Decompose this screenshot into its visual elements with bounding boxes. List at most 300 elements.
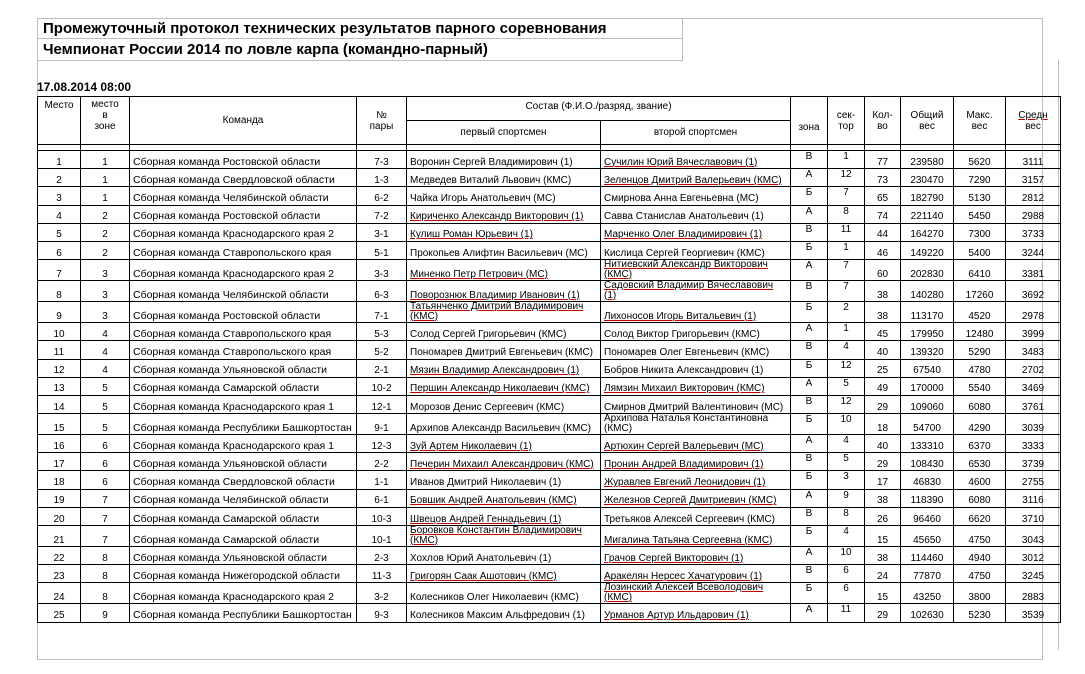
cell-avg-weight: 3111 [1006,151,1061,169]
cell-avg-weight: 3116 [1006,489,1061,507]
cell-total-weight: 67540 [901,359,954,377]
cell-second-athlete: Нитиевский Александр Викторович (КМС) [601,260,791,281]
cell-zone-place: 9 [81,604,130,622]
cell-avg-weight: 3381 [1006,260,1061,281]
cell-sector: 9 [828,489,865,507]
cell-avg-weight: 3469 [1006,377,1061,395]
cell-avg-weight: 3761 [1006,395,1061,413]
cell-team: Сборная команда Челябинской области [130,489,357,507]
cell-team: Сборная команда Нижегородской области [130,565,357,583]
cell-pair-no: 7-2 [357,205,407,223]
cell-sector: 8 [828,205,865,223]
cell-sector: 4 [828,435,865,453]
cell-count: 29 [865,604,901,622]
cell-total-weight: 108430 [901,453,954,471]
title-box [37,18,683,62]
cell-zone: В [791,565,828,583]
cell-first-athlete: Миненко Петр Петрович (МС) [407,260,601,281]
cell-count: 29 [865,453,901,471]
cell-pair-no: 6-3 [357,281,407,302]
cell-second-athlete: Журавлев Евгений Леонидович (1) [601,471,791,489]
cell-pair-no: 10-2 [357,377,407,395]
cell-zone-place: 1 [81,187,130,205]
cell-total-weight: 54700 [901,414,954,435]
cell-sector: 6 [828,583,865,604]
cell-total-weight: 109060 [901,395,954,413]
cell-sector: 11 [828,223,865,241]
cell-pair-no: 10-1 [357,526,407,547]
cell-zone-place: 8 [81,547,130,565]
cell-sector: 7 [828,187,865,205]
table-row [38,435,1061,453]
header-second-athlete: второй спортсмен [601,121,791,145]
cell-zone: А [791,323,828,341]
cell-avg-weight: 2812 [1006,187,1061,205]
cell-avg-weight: 2978 [1006,302,1061,323]
cell-first-athlete: Татьянченко Дмитрий Владимирович (КМС) [407,302,601,323]
cell-pair-no: 2-1 [357,359,407,377]
cell-count: 25 [865,359,901,377]
table-row [38,341,1061,359]
cell-max-weight: 3800 [954,583,1006,604]
cell-count: 26 [865,507,901,525]
cell-pair-no: 11-3 [357,565,407,583]
cell-max-weight: 17260 [954,281,1006,302]
cell-place: 12 [38,359,81,377]
cell-first-athlete: Архипов Александр Васильевич (КМС) [407,414,601,435]
cell-max-weight: 4520 [954,302,1006,323]
cell-total-weight: 230470 [901,169,954,187]
cell-max-weight: 6530 [954,453,1006,471]
cell-first-athlete: Боровков Константин Владимирович (КМС) [407,526,601,547]
cell-max-weight: 6080 [954,489,1006,507]
cell-zone-place: 6 [81,453,130,471]
cell-total-weight: 45650 [901,526,954,547]
title-line-1: Промежуточный протокол технических результатов парного соревнования [37,18,683,39]
cell-avg-weight: 3739 [1006,453,1061,471]
cell-count: 18 [865,414,901,435]
table-row [38,507,1061,525]
cell-team: Сборная команда Ростовской области [130,151,357,169]
cell-zone: Б [791,241,828,259]
cell-pair-no: 3-3 [357,260,407,281]
cell-zone: В [791,507,828,525]
cell-avg-weight: 2988 [1006,205,1061,223]
cell-second-athlete: Солод Виктор Григорьевич (КМС) [601,323,791,341]
header-place: Место [38,97,81,145]
cell-count: 38 [865,281,901,302]
cell-zone: А [791,260,828,281]
cell-avg-weight: 3710 [1006,507,1061,525]
cell-max-weight: 6080 [954,395,1006,413]
cell-second-athlete: Садовский Владимир Вячеславович (1) [601,281,791,302]
cell-max-weight: 5450 [954,205,1006,223]
cell-team: Сборная команда Краснодарского края 1 [130,395,357,413]
cell-second-athlete: Третьяков Алексей Сергеевич (КМС) [601,507,791,525]
table-row [38,187,1061,205]
header-count: Кол- во [865,97,901,145]
table-row [38,223,1061,241]
cell-team: Сборная команда Республики Башкортостан [130,414,357,435]
header-sector: сек- тор [828,97,865,145]
cell-max-weight: 5400 [954,241,1006,259]
cell-zone-place: 2 [81,223,130,241]
cell-total-weight: 221140 [901,205,954,223]
cell-second-athlete: Мигалина Татьяна Сергеевна (КМС) [601,526,791,547]
cell-pair-no: 1-3 [357,169,407,187]
cell-avg-weight: 3483 [1006,341,1061,359]
cell-first-athlete: Кириченко Александр Викторович (1) [407,205,601,223]
cell-avg-weight: 3043 [1006,526,1061,547]
cell-count: 17 [865,471,901,489]
cell-zone-place: 7 [81,489,130,507]
cell-second-athlete: Железнов Сергей Дмитриевич (КМС) [601,489,791,507]
table-row [38,205,1061,223]
cell-count: 73 [865,169,901,187]
cell-sector: 10 [828,547,865,565]
cell-second-athlete: Савва Станислав Анатольевич (1) [601,205,791,223]
cell-total-weight: 170000 [901,377,954,395]
cell-zone: Б [791,187,828,205]
cell-second-athlete: Лямзин Михаил Викторович (КМС) [601,377,791,395]
cell-zone-place: 7 [81,507,130,525]
cell-max-weight: 4750 [954,526,1006,547]
cell-zone: А [791,435,828,453]
cell-first-athlete: Морозов Денис Сергеевич (КМС) [407,395,601,413]
cell-sector: 4 [828,526,865,547]
cell-second-athlete: Бобров Никита Александрович (1) [601,359,791,377]
cell-avg-weight: 3245 [1006,565,1061,583]
cell-place: 3 [38,187,81,205]
cell-first-athlete: Медведев Виталий Львович (КМС) [407,169,601,187]
cell-zone: А [791,604,828,622]
cell-count: 45 [865,323,901,341]
cell-zone-place: 1 [81,169,130,187]
table-row [38,604,1061,622]
cell-zone: В [791,151,828,169]
cell-team: Сборная команда Ростовской области [130,302,357,323]
cell-zone-place: 5 [81,414,130,435]
cell-first-athlete: Колесников Олег Николаевич (КМС) [407,583,601,604]
cell-zone: В [791,341,828,359]
cell-max-weight: 4600 [954,471,1006,489]
cell-zone: Б [791,359,828,377]
cell-pair-no: 6-1 [357,489,407,507]
cell-pair-no: 9-1 [357,414,407,435]
table-row [38,565,1061,583]
cell-zone-place: 1 [81,151,130,169]
cell-team: Сборная команда Ставропольского края [130,341,357,359]
cell-sector: 4 [828,341,865,359]
header-zone: зона [791,97,828,145]
cell-total-weight: 133310 [901,435,954,453]
cell-count: 24 [865,565,901,583]
cell-avg-weight: 3012 [1006,547,1061,565]
table-row [38,169,1061,187]
cell-pair-no: 9-3 [357,604,407,622]
cell-sector: 6 [828,565,865,583]
cell-sector: 2 [828,302,865,323]
cell-zone-place: 2 [81,241,130,259]
cell-max-weight: 5620 [954,151,1006,169]
cell-count: 65 [865,187,901,205]
cell-second-athlete: Грачов Сергей Викторович (1) [601,547,791,565]
cell-team: Сборная команда Ростовской области [130,205,357,223]
cell-place: 1 [38,151,81,169]
cell-avg-weight: 2883 [1006,583,1061,604]
cell-count: 38 [865,302,901,323]
cell-second-athlete: Пономарев Олег Евгеньевич (КМС) [601,341,791,359]
cell-zone-place: 2 [81,205,130,223]
cell-max-weight: 4780 [954,359,1006,377]
cell-avg-weight: 2702 [1006,359,1061,377]
document-date: 17.08.2014 08:00 [37,80,132,94]
header-team: Команда [130,97,357,145]
table-row [38,151,1061,169]
cell-first-athlete: Хохлов Юрий Анатольевич (1) [407,547,601,565]
cell-count: 60 [865,260,901,281]
cell-first-athlete: Чайка Игорь Анатольевич (МС) [407,187,601,205]
cell-team: Сборная команда Самарской области [130,507,357,525]
cell-second-athlete: Урманов Артур Ильдарович (1) [601,604,791,622]
cell-max-weight: 5230 [954,604,1006,622]
cell-sector: 7 [828,281,865,302]
cell-pair-no: 6-2 [357,187,407,205]
cell-zone: В [791,453,828,471]
cell-sector: 5 [828,377,865,395]
cell-zone-place: 5 [81,395,130,413]
table-row [38,260,1061,281]
cell-sector: 10 [828,414,865,435]
cell-first-athlete: Иванов Дмитрий Николаевич (1) [407,471,601,489]
table-row [38,241,1061,259]
cell-count: 44 [865,223,901,241]
cell-second-athlete: Смирнов Дмитрий Валентинович (МС) [601,395,791,413]
cell-zone-place: 3 [81,302,130,323]
cell-first-athlete: Кулиш Роман Юрьевич (1) [407,223,601,241]
cell-avg-weight: 3157 [1006,169,1061,187]
cell-first-athlete: Прокопьев Алифтин Васильевич (МС) [407,241,601,259]
cell-sector: 1 [828,241,865,259]
cell-total-weight: 114460 [901,547,954,565]
cell-place: 7 [38,260,81,281]
cell-place: 5 [38,223,81,241]
cell-max-weight: 5540 [954,377,1006,395]
cell-zone: А [791,547,828,565]
cell-zone-place: 8 [81,565,130,583]
cell-pair-no: 5-3 [357,323,407,341]
cell-second-athlete: Аракелян Нерсес Хачатурович (1) [601,565,791,583]
cell-zone-place: 4 [81,359,130,377]
cell-team: Сборная команда Челябинской области [130,187,357,205]
cell-avg-weight: 3692 [1006,281,1061,302]
cell-sector: 1 [828,323,865,341]
cell-total-weight: 179950 [901,323,954,341]
header-total-weight: Общий вес [901,97,954,145]
cell-zone: А [791,489,828,507]
cell-total-weight: 149220 [901,241,954,259]
cell-team: Сборная команда Самарской области [130,526,357,547]
cell-sector: 11 [828,604,865,622]
cell-second-athlete: Лозинский Алексей Всеволодович (КМС) [601,583,791,604]
cell-first-athlete: Мязин Владимир Александрович (1) [407,359,601,377]
cell-second-athlete: Кислица Сергей Георгиевич (КМС) [601,241,791,259]
cell-zone: Б [791,471,828,489]
cell-team: Сборная команда Краснодарского края 2 [130,223,357,241]
cell-zone-place: 3 [81,281,130,302]
cell-second-athlete: Лихоносов Игорь Витальевич (1) [601,302,791,323]
cell-total-weight: 139320 [901,341,954,359]
cell-zone: А [791,169,828,187]
cell-team: Сборная команда Челябинской области [130,281,357,302]
cell-avg-weight: 3039 [1006,414,1061,435]
cell-first-athlete: Швецов Андрей Геннадьевич (1) [407,507,601,525]
cell-team: Сборная команда Краснодарского края 2 [130,583,357,604]
cell-pair-no: 3-1 [357,223,407,241]
cell-count: 40 [865,341,901,359]
cell-place: 11 [38,341,81,359]
table-row [38,583,1061,604]
cell-place: 9 [38,302,81,323]
table-row [38,302,1061,323]
cell-sector: 3 [828,471,865,489]
cell-total-weight: 118390 [901,489,954,507]
cell-zone-place: 3 [81,260,130,281]
cell-first-athlete: Воронин Сергей Владимирович (1) [407,151,601,169]
cell-team: Сборная команда Ульяновской области [130,547,357,565]
results-table [37,96,1061,623]
cell-max-weight: 6620 [954,507,1006,525]
cell-max-weight: 7290 [954,169,1006,187]
cell-place: 23 [38,565,81,583]
cell-sector: 12 [828,169,865,187]
cell-team: Сборная команда Самарской области [130,377,357,395]
cell-avg-weight: 3539 [1006,604,1061,622]
cell-zone: В [791,395,828,413]
header-composition: Состав (Ф.И.О./разряд, звание) [407,97,791,121]
cell-max-weight: 4750 [954,565,1006,583]
cell-count: 15 [865,526,901,547]
cell-zone-place: 4 [81,341,130,359]
cell-place: 14 [38,395,81,413]
header-first-athlete: первый спортсмен [407,121,601,145]
table-row [38,547,1061,565]
cell-first-athlete: Поворознюк Владимир Иванович (1) [407,281,601,302]
cell-place: 18 [38,471,81,489]
cell-zone: В [791,281,828,302]
cell-pair-no: 1-1 [357,471,407,489]
cell-total-weight: 202830 [901,260,954,281]
cell-total-weight: 140280 [901,281,954,302]
cell-zone: В [791,223,828,241]
cell-team: Сборная команда Свердловской области [130,471,357,489]
cell-total-weight: 182790 [901,187,954,205]
cell-first-athlete: Печерин Михаил Александрович (КМС) [407,453,601,471]
cell-count: 46 [865,241,901,259]
cell-zone: А [791,205,828,223]
cell-first-athlete: Бовшик Андрей Анатольевич (КМС) [407,489,601,507]
cell-pair-no: 3-2 [357,583,407,604]
cell-first-athlete: Солод Сергей Григорьевич (КМС) [407,323,601,341]
cell-count: 40 [865,435,901,453]
cell-place: 17 [38,453,81,471]
cell-place: 6 [38,241,81,259]
cell-count: 49 [865,377,901,395]
cell-place: 8 [38,281,81,302]
cell-zone: Б [791,583,828,604]
cell-second-athlete: Артюхин Сергей Валерьевич (МС) [601,435,791,453]
cell-pair-no: 2-2 [357,453,407,471]
cell-place: 4 [38,205,81,223]
cell-sector: 12 [828,395,865,413]
cell-team: Сборная команда Ставропольского края [130,241,357,259]
cell-place: 15 [38,414,81,435]
cell-second-athlete: Пронин Андрей Владимирович (1) [601,453,791,471]
cell-max-weight: 4290 [954,414,1006,435]
cell-max-weight: 4940 [954,547,1006,565]
cell-second-athlete: Марченко Олег Владимирович (1) [601,223,791,241]
cell-place: 25 [38,604,81,622]
cell-zone: А [791,377,828,395]
cell-total-weight: 102630 [901,604,954,622]
cell-total-weight: 46830 [901,471,954,489]
cell-sector: 5 [828,453,865,471]
cell-second-athlete: Архипова Наталья Константиновна (КМС) [601,414,791,435]
header-zone-place: место в зоне [81,97,130,145]
cell-first-athlete: Колесников Максим Альфредович (1) [407,604,601,622]
table-row [38,526,1061,547]
table-row [38,414,1061,435]
cell-count: 77 [865,151,901,169]
cell-place: 21 [38,526,81,547]
cell-team: Сборная команда Ульяновской области [130,453,357,471]
cell-second-athlete: Зеленцов Дмитрий Валерьевич (КМС) [601,169,791,187]
cell-sector: 12 [828,359,865,377]
cell-team: Сборная команда Республики Башкортостан [130,604,357,622]
table-row [38,471,1061,489]
cell-place: 13 [38,377,81,395]
cell-first-athlete: Зуй Артем Николаевич (1) [407,435,601,453]
cell-pair-no: 7-3 [357,151,407,169]
cell-place: 2 [38,169,81,187]
header-max-weight: Макс. вес [954,97,1006,145]
cell-team: Сборная команда Ставропольского края [130,323,357,341]
cell-pair-no: 12-3 [357,435,407,453]
cell-pair-no: 12-1 [357,395,407,413]
cell-pair-no: 5-2 [357,341,407,359]
cell-max-weight: 6370 [954,435,1006,453]
cell-second-athlete: Смирнова Анна Евгеньевна (МС) [601,187,791,205]
table-row [38,281,1061,302]
cell-pair-no: 5-1 [357,241,407,259]
cell-count: 74 [865,205,901,223]
cell-avg-weight: 3733 [1006,223,1061,241]
cell-avg-weight: 3333 [1006,435,1061,453]
cell-place: 19 [38,489,81,507]
cell-pair-no: 7-1 [357,302,407,323]
cell-first-athlete: Григорян Саак Ашотович (КМС) [407,565,601,583]
cell-zone: Б [791,302,828,323]
header-avg-weight: Средн вес [1006,97,1061,145]
cell-first-athlete: Пономарев Дмитрий Евгеньевич (КМС) [407,341,601,359]
cell-zone-place: 5 [81,377,130,395]
cell-total-weight: 164270 [901,223,954,241]
cell-zone-place: 6 [81,435,130,453]
cell-total-weight: 96460 [901,507,954,525]
cell-zone-place: 4 [81,323,130,341]
cell-zone: Б [791,414,828,435]
cell-total-weight: 43250 [901,583,954,604]
